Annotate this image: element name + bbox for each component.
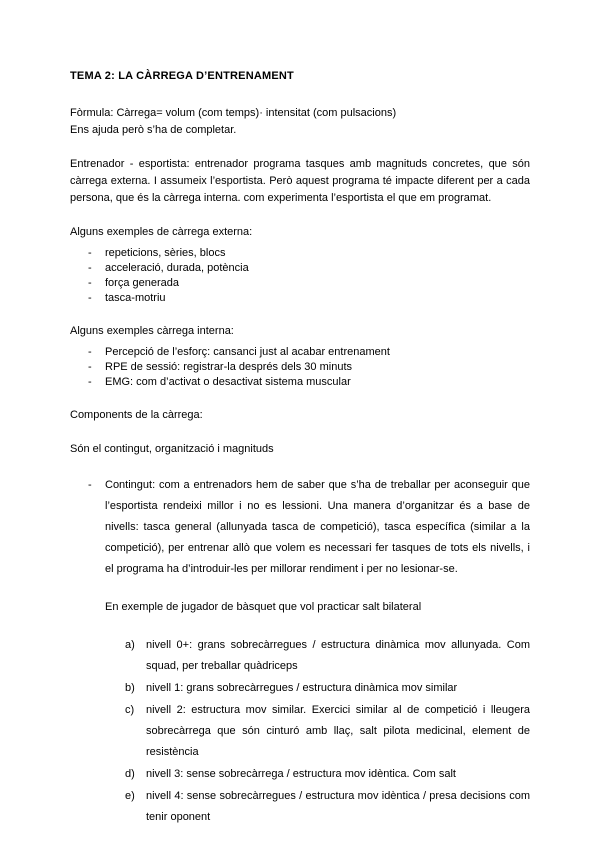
components-line: Són el contingut, organització i magnituds: [70, 443, 274, 455]
bullet-marker: -: [88, 277, 92, 289]
level-item: [125, 678, 530, 699]
bullet-marker: -: [88, 346, 92, 358]
list-item-text: EMG: com d’activat o desactivat sistema muscular: [105, 376, 351, 388]
example-intro-line: En exemple de jugador de bàsquet que vol practicar salt bilateral: [105, 601, 422, 613]
level-item: [125, 764, 530, 785]
bullet-marker: -: [88, 361, 92, 373]
list-item-text: tasca-motriu: [105, 292, 166, 304]
external-examples-heading: Alguns exemples de càrrega externa:: [70, 226, 253, 238]
entrenador-paragraph: Entrenador - esportista: entrenador programa tasques amb magnituds concretes, que són càrrega externa. I assumeix l’esportista. Però aquest programa té impacte diferent per a cada persona, que és la càrrega interna. com experimenta l’esportista el que em programat.: [70, 158, 530, 204]
levels-list: [70, 635, 530, 828]
list-item: [70, 360, 530, 375]
list-item: [70, 246, 530, 261]
level-marker: a): [125, 639, 135, 651]
list-item-text: Percepció de l’esforç: cansanci just al acabar entrenament: [105, 346, 390, 358]
contingut-text: Contingut: com a entrenadors hem de saber que s’ha de treballar per aconseguir que l’esportista rendeixi millor i no es lessioni. Una manera d’organitzar és a base de nivells: tasca general (allunyada tasca de competició), tasca específica (similar a la competició), per entrenar allò que volem es necessari fer tasques de tots els nivells, i el programa ha d’introduir-les per millorar rendiment i per no lesionar-se.: [105, 479, 530, 575]
level-marker: c): [125, 704, 135, 716]
bullet-marker: -: [88, 247, 92, 259]
bullet-marker: -: [88, 479, 92, 491]
level-marker: e): [125, 790, 135, 802]
page-title: TEMA 2: LA CÀRREGA D’ENTRENAMENT: [70, 70, 294, 82]
list-item-text: força generada: [105, 277, 179, 289]
level-item: [125, 635, 530, 677]
list-item: [70, 345, 530, 360]
list-item: [70, 261, 530, 276]
list-item: [70, 291, 530, 306]
level-text: nivell 4: sense sobrecàrregues / estructura mov idèntica / presa decisions com tenir oponent: [146, 790, 530, 823]
bullet-marker: -: [88, 292, 92, 304]
level-text: nivell 3: sense sobrecàrrega / estructura mov idèntica. Com salt: [146, 768, 456, 780]
contingut-bullet: [70, 475, 530, 580]
level-text: nivell 1: grans sobrecàrregues / estructura dinàmica mov similar: [146, 682, 458, 694]
level-item: [125, 700, 530, 763]
list-item-text: RPE de sessió: registrar-la després dels 30 minuts: [105, 361, 352, 373]
formula-paragraph: [70, 105, 530, 139]
external-examples-list: [70, 246, 530, 306]
level-item: [125, 786, 530, 828]
bullet-marker: -: [88, 376, 92, 388]
components-heading: Components de la càrrega:: [70, 409, 203, 421]
level-marker: b): [125, 682, 135, 694]
internal-examples-heading: Alguns exemples càrrega interna:: [70, 325, 234, 337]
formula-line-1: Fòrmula: Càrrega= volum (com temps)· intensitat (com pulsacions): [70, 107, 397, 119]
formula-line-2: Ens ajuda però s’ha de completar.: [70, 124, 237, 136]
level-text: nivell 2: estructura mov similar. Exercici similar al de competició i lleugera sobrecàrrega que són cinturó amb llaç, salt pilota medicinal, element de resistència: [146, 704, 530, 758]
list-item-text: repeticions, sèries, blocs: [105, 247, 226, 259]
level-text: nivell 0+: grans sobrecàrregues / estructura dinàmica mov allunyada. Com squad, per treballar quàdriceps: [146, 639, 530, 672]
list-item: [70, 276, 530, 291]
internal-examples-list: [70, 345, 530, 390]
level-marker: d): [125, 768, 135, 780]
list-item: [70, 375, 530, 390]
list-item-text: acceleració, durada, potència: [105, 262, 249, 274]
bullet-marker: -: [88, 262, 92, 274]
